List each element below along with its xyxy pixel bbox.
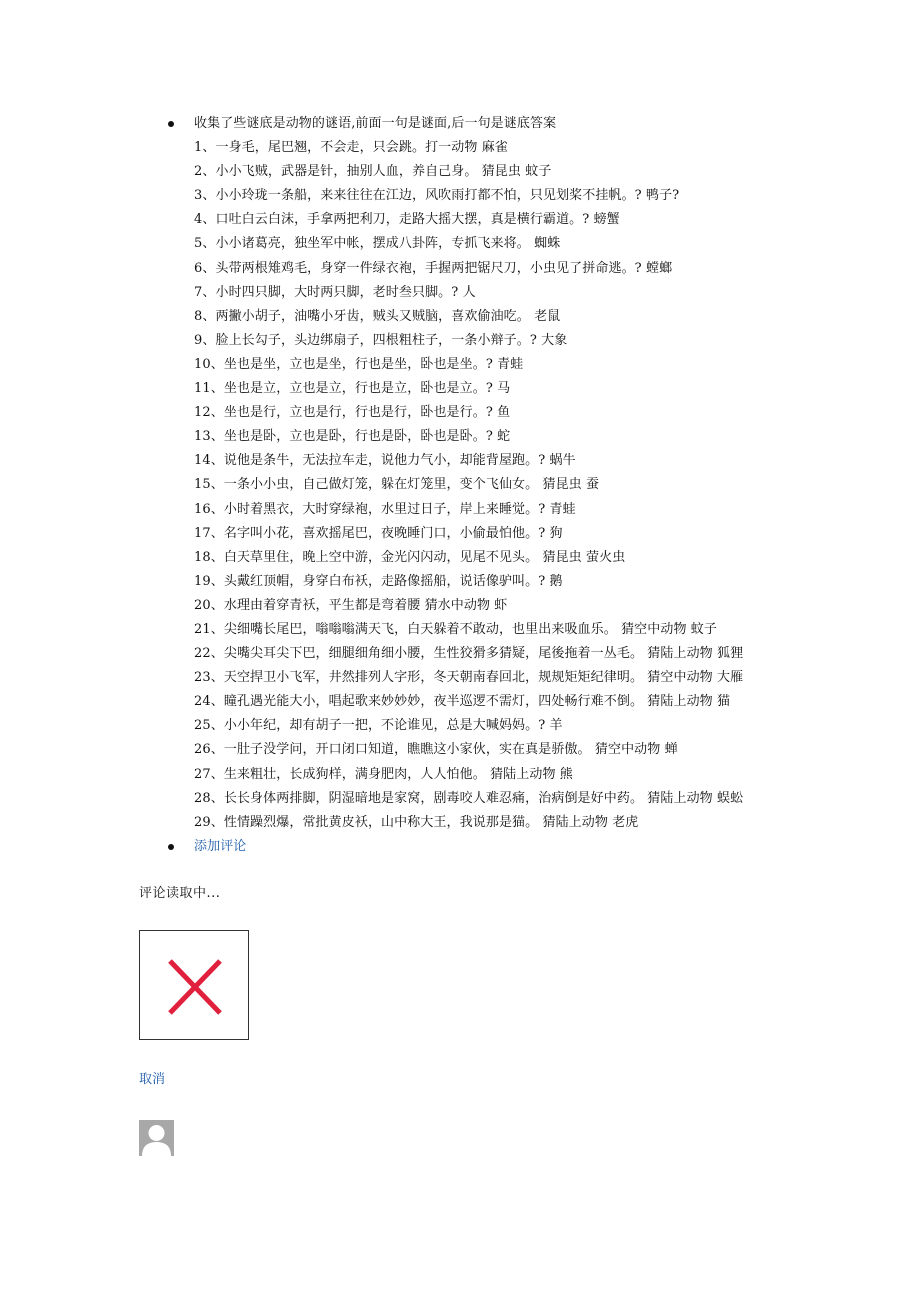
- riddle-intro: 收集了些谜底是动物的谜语,前面一句是谜面,后一句是谜底答案: [194, 116, 557, 131]
- comments-loading-text: 评论读取中...: [139, 886, 221, 901]
- riddle-line: 8、两撇小胡子，油嘴小牙齿，贼头又贼脑，喜欢偷油吃。 老鼠: [194, 308, 561, 324]
- riddle-line: 15、一条小小虫，自己做灯笼，躲在灯笼里，变个飞仙女。 猜昆虫 蚕: [194, 477, 600, 493]
- riddle-line: 24、瞳孔遇光能大小，唱起歌来妙妙妙，夜半巡逻不需灯，四处畅行难不倒。 猜陆上动物 猫: [194, 694, 731, 710]
- riddle-line: 1、一身毛，尾巴翘，不会走，只会跳。打一动物 麻雀: [194, 140, 508, 156]
- riddle-line: 19、头戴红顶帽，身穿白布袄，走路像摇船，说话像驴叫。? 鹅: [194, 573, 563, 589]
- riddle-line: 10、坐也是坐，立也是坐，行也是坐，卧也是坐。? 青蛙: [194, 356, 524, 372]
- riddle-line: 7、小时四只脚，大时两只脚，老时叁只脚。? 人: [194, 284, 476, 300]
- riddle-list: [166, 112, 906, 859]
- riddle-line: 20、水理由着穿青袄，平生都是弯着腰 猜水中动物 虾: [194, 597, 508, 613]
- broken-image-placeholder: [139, 930, 249, 1040]
- riddle-line: 3、小小玲珑一条船，来来往往在江边，风吹雨打都不怕，只见划桨不挂帆。? 鸭子?: [194, 188, 680, 204]
- default-user-avatar-icon: [139, 1120, 174, 1156]
- cancel-link[interactable]: 取消: [139, 1072, 166, 1087]
- riddle-line: 16、小时着黑衣，大时穿绿袍，水里过日子，岸上来睡觉。? 青蛙: [194, 501, 576, 517]
- riddle-line: 29、性情躁烈爆，常批黄皮袄，山中称大王，我说那是猫。 猜陆上动物 老虎: [194, 814, 639, 830]
- riddle-line: 2、小小飞贼，武器是针，抽别人血，养自己身。 猜昆虫 蚊子: [194, 164, 552, 180]
- riddle-line: 26、一肚子没学问，开口闭口知道，瞧瞧这小家伙，实在真是骄傲。 猜空中动物 蝉: [194, 742, 678, 758]
- add-comment-link[interactable]: 添加评论: [194, 838, 247, 854]
- riddle-line: 6、头带两根雉鸡毛，身穿一件绿衣袍，手握两把锯尺刀，小虫见了拼命逃。? 螳螂: [194, 260, 673, 276]
- riddle-line: 14、说他是条牛，无法拉车走，说他力气小，却能背屋跑。? 蜗牛: [194, 453, 576, 469]
- bullet-icon: [168, 844, 174, 850]
- riddle-line: 23、天空捍卫小飞军，井然排列人字形，冬天朝南春回北，规规矩矩纪律明。 猜空中动物 大雁: [194, 670, 744, 686]
- bullet-icon: [168, 121, 174, 127]
- add-comment-item: [166, 835, 906, 859]
- riddle-line: 12、坐也是行，立也是行，行也是行，卧也是行。? 鱼: [194, 405, 511, 421]
- riddle-line: 11、坐也是立，立也是立，行也是立，卧也是立。? 马: [194, 381, 511, 397]
- riddle-line: 25、小小年纪，却有胡子一把，不论谁见，总是大喊妈妈。? 羊: [194, 718, 563, 734]
- riddle-line: 18、白天草里住，晚上空中游，金光闪闪动，见尾不见头。 猜昆虫 萤火虫: [194, 549, 626, 565]
- riddle-line: 9、脸上长勾子，头边绑扇子，四根粗柱子，一条小辩子。? 大象: [194, 332, 568, 348]
- riddle-line: 28、长长身体两排脚，阴湿暗地是家窝，剧毒咬人难忍痛，治病倒是好中药。 猜陆上动物 蜈蚣: [194, 790, 744, 806]
- broken-image-x-icon: [140, 931, 248, 1039]
- riddle-line: 5、小小诸葛亮，独坐军中帐，摆成八卦阵，专抓飞来将。 蜘蛛: [194, 236, 561, 252]
- riddle-section: [166, 112, 906, 835]
- riddle-line: 22、尖嘴尖耳尖下巴，细腿细角细小腰，生性狡猾多猜疑，尾後拖着一丛毛。 猜陆上动物 狐狸: [194, 646, 744, 662]
- riddle-line: 17、名字叫小花，喜欢摇尾巴，夜晚睡门口，小偷最怕他。? 狗: [194, 525, 563, 541]
- riddle-line: 21、尖细嘴长尾巴，嗡嗡嗡满天飞，白天躲着不敢动，也里出来吸血乐。 猜空中动物 蚊子: [194, 621, 718, 637]
- riddle-line: 13、坐也是卧，立也是卧，行也是卧，卧也是卧。? 蛇: [194, 429, 511, 445]
- riddle-line: 4、口吐白云白沫，手拿两把利刀，走路大摇大摆，真是横行霸道。? 螃蟹: [194, 212, 620, 228]
- avatar: [139, 1120, 174, 1156]
- riddle-line: 27、生来粗壮，长成狗样，满身肥肉，人人怕他。 猜陆上动物 熊: [194, 766, 573, 782]
